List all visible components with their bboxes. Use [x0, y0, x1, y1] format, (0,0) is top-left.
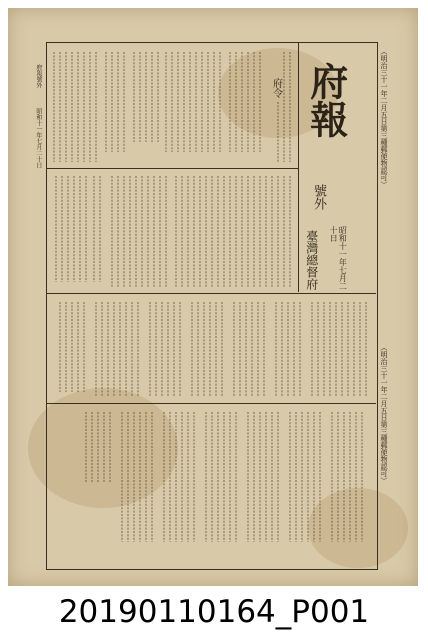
issue-date: 昭和十一年七月二十日 [329, 226, 348, 290]
publisher-name: 臺灣總督府 [304, 230, 319, 290]
edition-label: 號外 [310, 184, 326, 210]
image-caption: 20190110164_P001 [58, 594, 370, 630]
left-margin-label: 府報號外 [34, 64, 42, 88]
right-margin-note: （明治三十一年二月五日第三種郵便物認可） [380, 48, 389, 188]
scanned-page [8, 8, 418, 586]
newspaper-title: 府報 [303, 62, 349, 138]
body-text-area [46, 42, 376, 568]
right-margin-note-lower: （明治三十一年二月五日第三種郵便物認可） [380, 344, 389, 484]
section-label: 府令 [270, 78, 282, 98]
left-margin-date: 昭和十一年七月二十日 [34, 108, 42, 168]
